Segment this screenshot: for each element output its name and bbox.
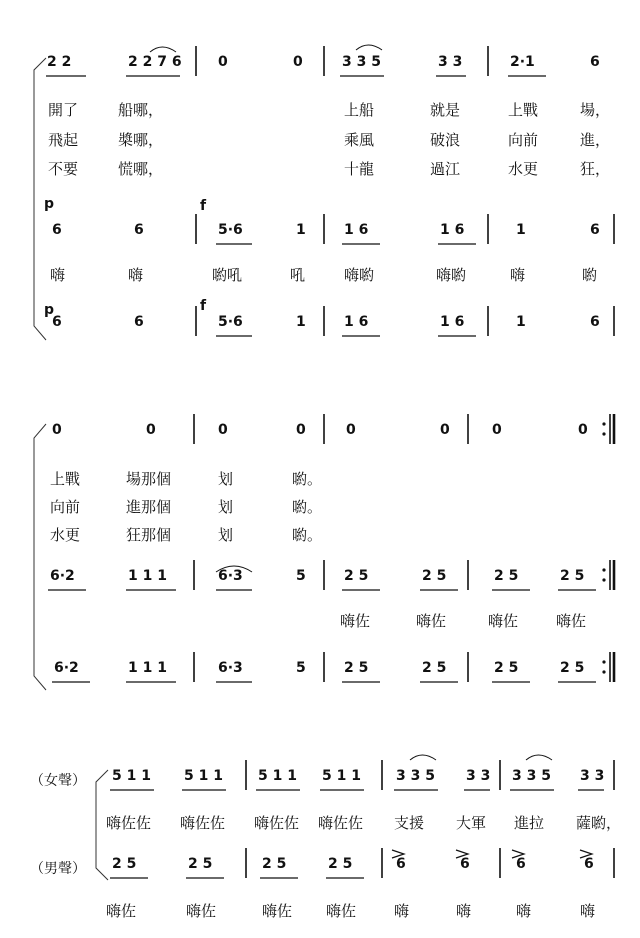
note-group: 5·6 xyxy=(218,222,243,238)
note-group: 1 1 1 xyxy=(128,660,167,676)
lyric: 吼 xyxy=(290,266,306,284)
lyric: 槳哪， xyxy=(118,131,164,149)
note-group: 3 3 5 xyxy=(396,768,435,784)
lyric: 嗨 xyxy=(580,902,596,920)
lyric: 嗨佐 xyxy=(326,902,357,920)
lyric: 嗨 xyxy=(456,902,472,920)
dynamic-marking: f xyxy=(200,298,207,314)
note-group: 1 6 xyxy=(344,314,369,330)
note-group: 5 1 1 xyxy=(184,768,223,784)
note-group: 2 2 xyxy=(47,54,72,70)
note-group: 0 xyxy=(52,422,62,438)
note-group: 0 xyxy=(578,422,588,438)
lyric: 嗨 xyxy=(510,266,526,284)
note-group: 2 5 xyxy=(262,856,287,872)
lyric: 狂， xyxy=(580,160,611,178)
lyric: 狂那個 xyxy=(126,526,172,544)
lyric: 嗨佐佐 xyxy=(180,814,226,832)
lyric: 嗨佐 xyxy=(556,612,587,630)
lyric: 嗨佐 xyxy=(186,902,217,920)
dynamic-marking: p xyxy=(44,196,55,212)
note-group: 0 xyxy=(346,422,356,438)
note-group: 2 5 xyxy=(112,856,137,872)
part-label-female: （女聲） xyxy=(30,773,86,789)
note-group: 1 6 xyxy=(440,314,465,330)
note-group: 1 xyxy=(296,314,306,330)
lyric: 划 xyxy=(218,470,234,488)
lyric: 上戰 xyxy=(508,101,539,119)
note-group: 0 xyxy=(218,54,228,70)
note-group: 0 xyxy=(146,422,156,438)
note-group: 6 xyxy=(590,54,600,70)
lyric: 場， xyxy=(580,101,611,119)
note-group: 0 xyxy=(492,422,502,438)
lyric: 破浪 xyxy=(430,131,461,149)
note-group: 6·2 xyxy=(50,568,75,584)
note-group: 5 1 1 xyxy=(112,768,151,784)
note-group: 3 3 xyxy=(466,768,491,784)
lyric: 不要 xyxy=(48,160,79,178)
lyric: 嗨佐 xyxy=(340,612,371,630)
note-group: 2 2 7 6 xyxy=(128,54,182,70)
note-group: 2·1 xyxy=(510,54,535,70)
note-group: 1 1 1 xyxy=(128,568,167,584)
note-group: 6·2 xyxy=(54,660,79,676)
note-group: 2 5 xyxy=(494,660,519,676)
note-group: 1 6 xyxy=(344,222,369,238)
note-group: 2 5 xyxy=(560,660,585,676)
note-group: 6·3 xyxy=(218,660,243,676)
lyric: 支援 xyxy=(394,814,425,832)
system-bracket xyxy=(96,770,108,880)
note-group: 6 xyxy=(460,856,470,872)
lyric: 慌哪， xyxy=(118,160,164,178)
note-group: 6 xyxy=(396,856,406,872)
lyric: 嗨佐 xyxy=(488,612,519,630)
lyric: 嗨佐佐 xyxy=(318,814,364,832)
lyric: 嗨喲 xyxy=(344,266,375,284)
note-group: 3 3 5 xyxy=(512,768,551,784)
lyric: 喲 xyxy=(582,266,598,284)
lyric: 進拉 xyxy=(514,814,545,832)
note-group: 3 3 xyxy=(438,54,463,70)
note-group: 2 5 xyxy=(328,856,353,872)
note-group: 2 5 xyxy=(560,568,585,584)
system-bracket xyxy=(34,58,46,340)
lyric: 水更 xyxy=(50,526,81,544)
lyric: 薩喲， xyxy=(576,814,622,832)
lyric: 過江 xyxy=(430,160,461,178)
note-group: 1 6 xyxy=(440,222,465,238)
note-group: 0 xyxy=(293,54,303,70)
lyric: 嗨 xyxy=(516,902,532,920)
note-group: 6 xyxy=(134,314,144,330)
note-group: 2 5 xyxy=(494,568,519,584)
note-group: 6 xyxy=(52,222,62,238)
lyric: 船哪， xyxy=(118,101,164,119)
lyric: 水更 xyxy=(508,160,539,178)
note-group: 5 xyxy=(296,568,306,584)
lyric: 就是 xyxy=(430,101,461,119)
note-group: 2 5 xyxy=(344,568,369,584)
note-group: 2 5 xyxy=(422,660,447,676)
note-group: 2 5 xyxy=(422,568,447,584)
note-group: 3 3 5 xyxy=(342,54,381,70)
lyric: 進那個 xyxy=(126,498,172,516)
lyric: 喲。 xyxy=(292,498,323,516)
lyric: 嗨佐 xyxy=(416,612,447,630)
note-group: 3 3 xyxy=(580,768,605,784)
note-group: 1 xyxy=(296,222,306,238)
lyric: 飛起 xyxy=(48,131,79,149)
lyric: 十龍 xyxy=(344,160,375,178)
note-group: 6 xyxy=(590,314,600,330)
lyric: 划 xyxy=(218,498,234,516)
lyric: 嗨佐佐 xyxy=(254,814,300,832)
lyric: 場那個 xyxy=(126,470,172,488)
note-group: 0 xyxy=(440,422,450,438)
note-group: 6 xyxy=(590,222,600,238)
note-group: 6 xyxy=(134,222,144,238)
lyric: 上戰 xyxy=(50,470,81,488)
part-label-male: （男聲） xyxy=(30,861,86,877)
lyric: 向前 xyxy=(50,498,81,516)
lyric: 開了 xyxy=(48,101,79,119)
lyric: 上船 xyxy=(344,101,375,119)
note-group: 5 1 1 xyxy=(322,768,361,784)
lyric: 嗨佐佐 xyxy=(106,814,152,832)
lyric: 喲吼 xyxy=(212,266,243,284)
note-group: 5 xyxy=(296,660,306,676)
note-group: 0 xyxy=(218,422,228,438)
lyric: 喲。 xyxy=(292,526,323,544)
dynamic-marking: p xyxy=(44,302,55,318)
lyric: 嗨佐 xyxy=(106,902,137,920)
lyric: 嗨 xyxy=(50,266,66,284)
system-bracket xyxy=(34,424,46,690)
lyric: 嗨 xyxy=(394,902,410,920)
note-group: 5·6 xyxy=(218,314,243,330)
note-group: 6·3 xyxy=(218,568,243,584)
note-group: 0 xyxy=(296,422,306,438)
lyric: 嗨喲 xyxy=(436,266,467,284)
lyric: 進， xyxy=(580,131,611,149)
dynamic-marking: f xyxy=(200,198,207,214)
note-group: 6 xyxy=(52,314,62,330)
note-group: 2 5 xyxy=(188,856,213,872)
note-group: 1 xyxy=(516,222,526,238)
lyric: 嗨 xyxy=(128,266,144,284)
lyric: 向前 xyxy=(508,131,539,149)
note-group: 2 5 xyxy=(344,660,369,676)
lyric: 乘風 xyxy=(344,131,375,149)
note-group: 6 xyxy=(584,856,594,872)
lyric: 喲。 xyxy=(292,470,323,488)
lyric: 划 xyxy=(218,526,234,544)
note-group: 5 1 1 xyxy=(258,768,297,784)
note-group: 1 xyxy=(516,314,526,330)
lyric: 大軍 xyxy=(456,814,487,832)
note-group: 6 xyxy=(516,856,526,872)
lyric: 嗨佐 xyxy=(262,902,293,920)
